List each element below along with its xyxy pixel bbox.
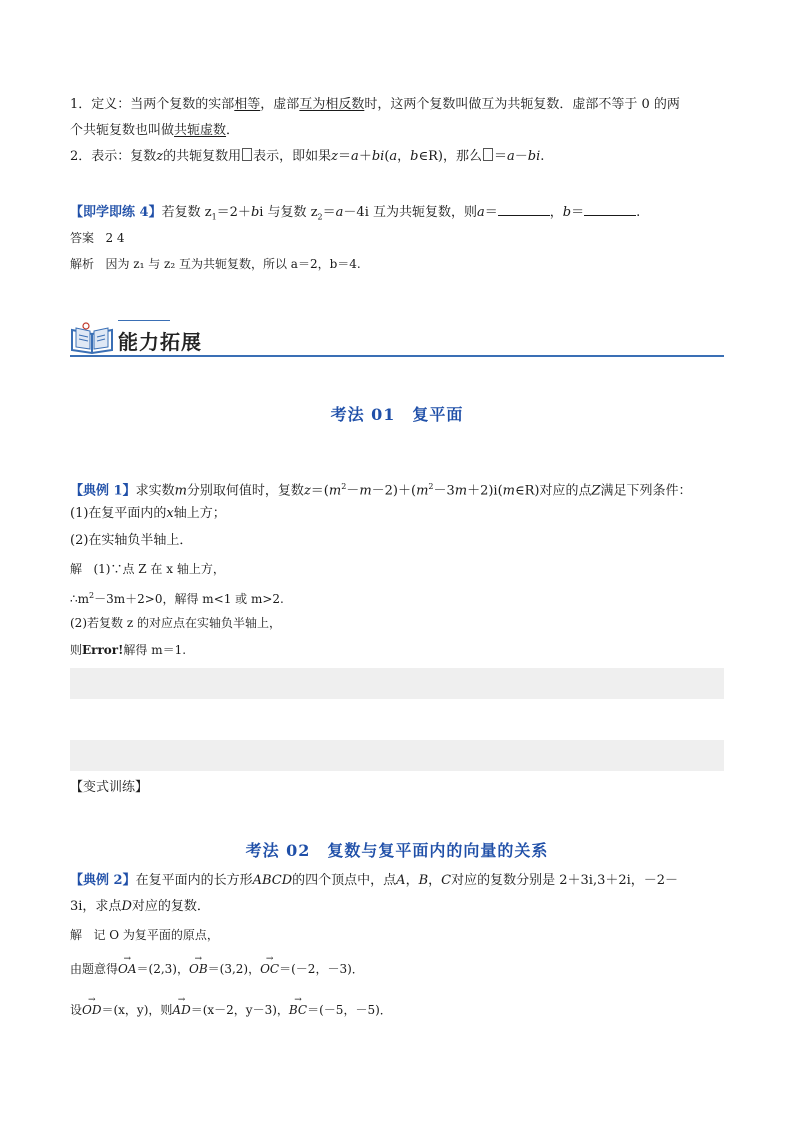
underlined-term: 相等 bbox=[234, 97, 261, 112]
example-1-cond-2: (2)在实轴负半轴上． bbox=[70, 533, 193, 548]
text: 时，这两个复数叫做互为共轭复数．虚部不等于 0 的两 bbox=[364, 97, 680, 112]
var: bi bbox=[371, 149, 385, 164]
example-1-solution-2 bbox=[70, 587, 284, 608]
subscript: 1 bbox=[211, 212, 217, 222]
text: － bbox=[346, 483, 360, 499]
heading-underline bbox=[70, 355, 724, 357]
var: z bbox=[156, 149, 164, 164]
text: ＝(x－2，y－3)， bbox=[190, 1003, 289, 1017]
text: ＋ bbox=[358, 149, 372, 164]
var: m bbox=[174, 483, 187, 499]
text: 则 bbox=[70, 643, 83, 657]
text: ， bbox=[397, 149, 411, 164]
var: a bbox=[389, 149, 398, 164]
var: b bbox=[410, 149, 419, 164]
example-tag: 【典例 2】 bbox=[70, 873, 136, 888]
text: i 与复数 z bbox=[259, 205, 318, 220]
text: (1)在复平面内的 bbox=[70, 506, 167, 521]
example-1-solution-1 bbox=[70, 560, 225, 578]
exercise-question bbox=[70, 203, 640, 227]
text: 满足下列条件： bbox=[600, 483, 692, 499]
var: z bbox=[331, 149, 339, 164]
vector: → BC bbox=[289, 1001, 307, 1019]
text: 轴上方； bbox=[173, 506, 226, 521]
exercise-answer bbox=[70, 229, 125, 247]
example-2-solution-2 bbox=[70, 960, 364, 978]
conjugate-symbol-icon bbox=[242, 148, 252, 161]
var: m bbox=[416, 483, 429, 499]
text: ＝(3,2)， bbox=[207, 962, 261, 976]
definition-line-3 bbox=[70, 148, 544, 166]
var: B bbox=[418, 873, 429, 888]
answer-blank bbox=[498, 203, 550, 216]
text: . bbox=[636, 205, 641, 220]
underlined-term: 共轭虚数 bbox=[174, 123, 227, 138]
vector: → OD bbox=[82, 1001, 101, 1019]
underlined-term: 互为相反数 bbox=[299, 97, 365, 112]
text: ， bbox=[428, 873, 442, 888]
var: b bbox=[250, 205, 260, 220]
text: 由题意得 bbox=[70, 962, 119, 976]
text: ＝ bbox=[493, 149, 507, 164]
text: 个共轭复数也叫做 bbox=[70, 123, 175, 138]
text: ＝( bbox=[310, 483, 329, 499]
example-1-cond-1 bbox=[70, 505, 226, 523]
text: 表示，即如果 bbox=[253, 149, 332, 164]
example-2-statement-2 bbox=[70, 898, 210, 916]
var: Z bbox=[591, 483, 601, 499]
text: ∴m bbox=[70, 592, 90, 606]
solution-label: 解 bbox=[70, 562, 83, 576]
answer-blank bbox=[584, 203, 636, 216]
var: a bbox=[507, 149, 515, 164]
var: D bbox=[121, 899, 132, 914]
var: ABCD bbox=[252, 873, 293, 888]
var: b bbox=[562, 205, 572, 220]
text: 的共轭复数用 bbox=[163, 149, 242, 164]
shaded-block bbox=[70, 668, 724, 699]
text: － bbox=[514, 149, 528, 164]
var: x bbox=[166, 506, 174, 521]
var: m bbox=[454, 483, 468, 499]
text: ＝ bbox=[571, 205, 585, 220]
exercise-analysis bbox=[70, 255, 361, 273]
vector: → OB bbox=[189, 960, 208, 978]
text: －2)＋( bbox=[371, 483, 417, 499]
text: 设 bbox=[70, 1003, 83, 1017]
text: －4i 互为共轭复数，则 bbox=[343, 205, 477, 220]
superscript: 2 bbox=[89, 591, 95, 600]
text: 3i，求点 bbox=[70, 899, 122, 914]
text: 对应的复数分别是 2＋3i,3＋2i，－2－ bbox=[451, 873, 679, 888]
var: m bbox=[502, 483, 515, 499]
var: bi bbox=[527, 149, 541, 164]
vector: → AD bbox=[172, 1001, 190, 1019]
text: ∈R)，那么 bbox=[418, 149, 482, 164]
definition-line-1 bbox=[70, 96, 680, 114]
var: A bbox=[396, 873, 406, 888]
var: a bbox=[476, 205, 485, 220]
text: 的四个顶点中，点 bbox=[292, 873, 397, 888]
shaded-block bbox=[70, 740, 724, 771]
example-2-solution-3 bbox=[70, 1001, 392, 1019]
example-1-solution-4 bbox=[70, 641, 186, 659]
text: ， bbox=[549, 205, 563, 220]
method-2-title: 考法 02 复数与复平面内的向量的关系 bbox=[245, 841, 549, 860]
superscript: 2 bbox=[428, 482, 434, 491]
text: ． bbox=[226, 123, 240, 138]
text: ＋2)i( bbox=[467, 483, 503, 499]
var: z bbox=[303, 483, 311, 499]
text: ＝(－2，－3)． bbox=[279, 962, 364, 976]
error-text: Error! bbox=[82, 643, 124, 657]
text: ∈R)对应的点 bbox=[515, 483, 592, 499]
example-1-solution-3: (2)若复数 z 的对应点在实轴负半轴上， bbox=[70, 616, 281, 630]
var: a bbox=[351, 149, 359, 164]
text: ＝(x，y)，则 bbox=[101, 1003, 173, 1017]
superscript: 2 bbox=[341, 482, 347, 491]
text: 解得 m＝1. bbox=[123, 643, 187, 657]
text: －3 bbox=[433, 483, 455, 499]
heading-decor-line bbox=[118, 320, 170, 321]
heading-title: 能力拓展 bbox=[118, 330, 202, 354]
solution-label: 解 bbox=[70, 928, 83, 942]
analysis-label: 解析 bbox=[70, 257, 95, 271]
method-1-title: 考法 01 复平面 bbox=[330, 405, 464, 424]
vector: → OC bbox=[260, 960, 279, 978]
var: m bbox=[359, 483, 372, 499]
text: ＝ bbox=[338, 149, 352, 164]
example-1-statement bbox=[70, 478, 692, 500]
example-2-statement-1 bbox=[70, 872, 678, 890]
text: ＝(－5，－5)． bbox=[307, 1003, 392, 1017]
text: 分别取何值时，复数 bbox=[186, 483, 304, 499]
var: m bbox=[328, 483, 342, 499]
text: 1．定义：当两个复数的实部 bbox=[70, 97, 235, 112]
definition-line-2 bbox=[70, 122, 239, 140]
conjugate-symbol-icon bbox=[483, 148, 493, 161]
text: 求实数 bbox=[135, 483, 175, 499]
answer-label: 答案 bbox=[70, 231, 95, 245]
text: 2．表示：复数 bbox=[70, 149, 157, 164]
variant-training-label: 【变式训练】 bbox=[70, 780, 149, 795]
text: －3m＋2>0，解得 m<1 或 m>2. bbox=[94, 592, 284, 606]
example-2-solution-1 bbox=[70, 926, 219, 944]
text: (1)∵点 Z 在 x 轴上方， bbox=[93, 562, 225, 576]
text: ＝ bbox=[322, 205, 336, 220]
book-icon bbox=[70, 322, 114, 354]
example-tag: 【典例 1】 bbox=[70, 483, 136, 499]
var: C bbox=[441, 873, 452, 888]
answer-values: 2 4 bbox=[105, 231, 125, 245]
subscript: 2 bbox=[317, 212, 323, 222]
text: 在复平面内的长方形 bbox=[135, 873, 253, 888]
text: ＝2＋ bbox=[216, 205, 251, 220]
text: ( bbox=[384, 149, 390, 164]
analysis-text: 因为 z₁ 与 z₂ 互为共轭复数，所以 a＝2，b＝4. bbox=[105, 257, 361, 271]
text: . bbox=[540, 149, 545, 164]
section-heading bbox=[70, 318, 724, 360]
text: ， bbox=[405, 873, 419, 888]
text: 若复数 z bbox=[161, 205, 212, 220]
var: a bbox=[335, 205, 344, 220]
vector: → OA bbox=[118, 960, 137, 978]
exercise-tag: 【即学即练 4】 bbox=[70, 205, 162, 220]
text: 对应的复数． bbox=[131, 899, 210, 914]
text: ，虚部 bbox=[260, 97, 300, 112]
text: ＝(2,3)， bbox=[136, 962, 189, 976]
text: ＝ bbox=[484, 205, 498, 220]
text: 记 O 为复平面的原点， bbox=[93, 928, 219, 942]
